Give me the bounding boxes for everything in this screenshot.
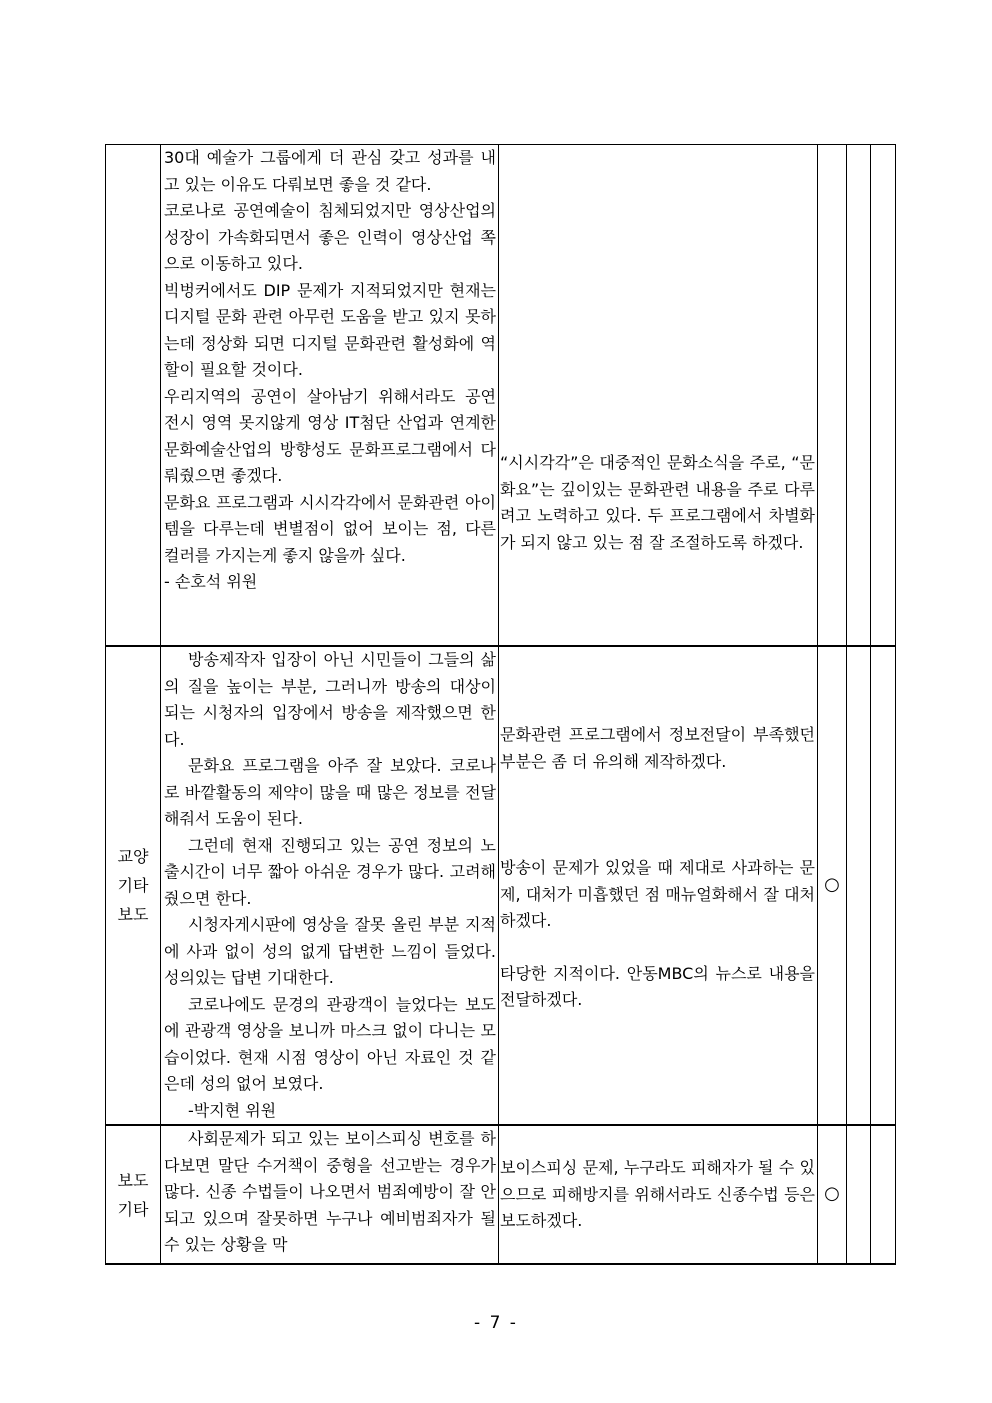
opinion-paragraph: 문화요 프로그램을 아주 잘 보았다. 코로나로 바깥활동의 제약이 많을 때 많은 정보를 전달해줘서 도움이 된다. [164, 756, 496, 828]
response-text: 타당한 지적이다. 안동MBC의 뉴스로 내용을 전달하겠다. [500, 963, 815, 1009]
opinion-paragraph: 우리지역의 공연이 살아남기 위해서라도 공연 전시 영역 못지않게 영상 IT첨단 산업과 연계한 문화예술산업의 방향성도 문화프로그램에서 다뤄줬으면 좋겠다. [164, 386, 496, 485]
blank-cell [871, 1125, 896, 1264]
response-text: “시시각각”은 대중적인 문화소식을 주로, “문화요”는 깊이있는 문화관련 내용을 주로 다루려고 노력하고 있다. 두 프로그램에서 차별화가 되지 않고 있는 점 잘 조절하도록 하겠다. [500, 453, 815, 552]
response-cell [499, 1125, 818, 1264]
opinion-paragraph: 그런데 현재 진행되고 있는 공연 정보의 노출시간이 너무 짧아 아쉬운 경우가 많다. 고려해줬으면 한다. [164, 835, 496, 908]
table-row [106, 145, 896, 647]
category-cell: 교양 기타 보도 [106, 646, 161, 1125]
table-row [106, 1125, 896, 1264]
opinion-paragraph: 문화요 프로그램과 시시각각에서 문화관련 아이템을 다루는데 변별점이 없어 보이는 점, 다른 컬러를 가지는게 좋지 않을까 싶다. [164, 492, 496, 565]
circle-mark: ○ [818, 646, 847, 1125]
opinion-paragraph: 30대 예술가 그룹에게 더 관심 갖고 성과를 내고 있는 이유도 다뤄보면 좋을 것 같다. [164, 148, 496, 194]
blank-cell [847, 145, 871, 647]
opinion-cell [161, 1125, 499, 1264]
opinion-paragraph: 코로나에도 문경의 관광객이 늘었다는 보도에 관광객 영상을 보니까 마스크 없이 다니는 모습이었다. 현재 시점 영상이 아닌 자료인 것 같은데 성의 없어 보였다. [164, 994, 496, 1093]
response-cell [499, 145, 818, 647]
opinion-paragraph: 사회문제가 되고 있는 보이스피싱 변호를 하다보면 말단 수거책이 중형을 선고받는 경우가 많다. 신종 수법들이 나오면서 범죄예방이 잘 안되고 있으며 잘못하면 누구나 예비범죄자가 될 수 있는 상황을 막 [164, 1129, 496, 1254]
category-cell [106, 145, 161, 647]
opinion-cell [161, 145, 499, 647]
blank-cell [847, 1125, 871, 1264]
opinion-paragraph: 빅벙커에서도 DIP 문제가 지적되었지만 현재는 디지털 문화 관련 아무런 도움을 받고 있지 못하는데 정상화 되면 디지털 문화관련 활성화에 역할이 필요할 것이다. [164, 280, 496, 379]
response-text: 보이스피싱 문제, 누구라도 피해자가 될 수 있으므로 피해방지를 위해서라도 신종수법 등은 보도하겠다. [500, 1158, 815, 1230]
blank-cell [847, 646, 871, 1125]
opinion-paragraph: 코로나로 공연예술이 침체되었지만 영상산업의 성장이 가속화되면서 좋은 인력이 영상산업 쪽으로 이동하고 있다. [164, 201, 496, 273]
response-cell [499, 646, 818, 1125]
mark-cell [818, 145, 847, 647]
response-text: 방송이 문제가 있었을 때 제대로 사과하는 문제, 대처가 미흡했던 점 매뉴얼화해서 잘 대처하겠다. [500, 858, 815, 930]
table-row [106, 646, 896, 1125]
blank-cell [871, 646, 896, 1125]
opinion-paragraph: 시청자게시판에 영상을 잘못 올린 부분 지적에 사과 없이 성의 없게 답변한 느낌이 들었다. 성의있는 답변 기대한다. [164, 915, 496, 987]
circle-mark: ○ [818, 1125, 847, 1264]
opinion-paragraph: 방송제작자 입장이 아닌 시민들이 그들의 삶의 질을 높이는 부분, 그러니까 방송의 대상이 되는 시청자의 입장에서 방송을 제작했으면 한다. [164, 650, 496, 749]
page-number: - 7 - [474, 1313, 518, 1333]
blank-cell [871, 145, 896, 647]
category-cell: 보도 기타 [106, 1125, 161, 1264]
review-table [105, 144, 896, 1265]
committee-member-name: - 손호석 위원 [164, 572, 258, 591]
committee-member-name: -박지현 위원 [188, 1100, 277, 1120]
response-text: 문화관련 프로그램에서 정보전달이 부족했던 부분은 좀 더 유의해 제작하겠다. [500, 725, 815, 771]
opinion-cell [161, 646, 499, 1125]
